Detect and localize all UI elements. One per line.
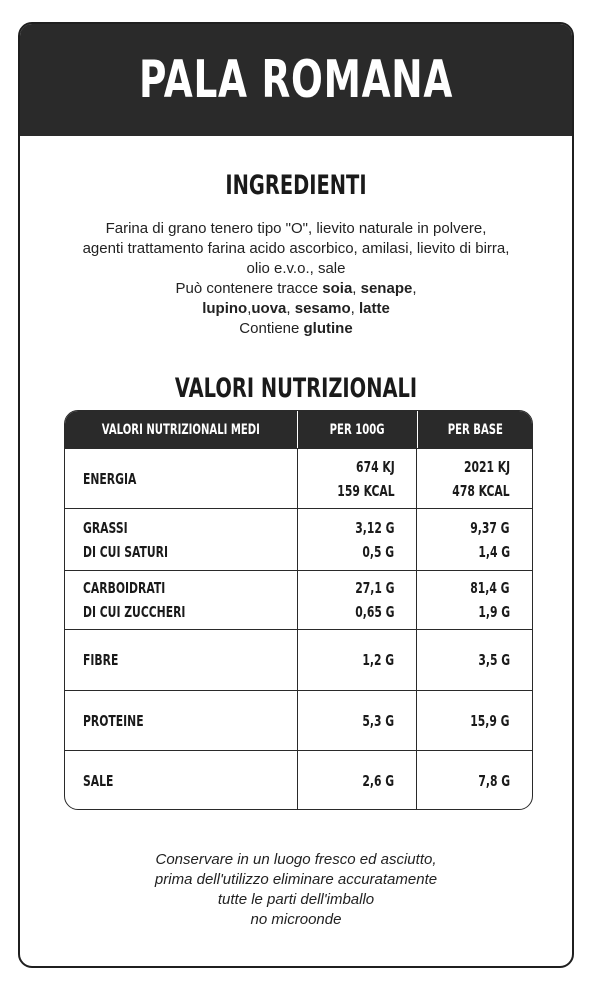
per100-cell [298, 630, 418, 690]
table-row-carboidrati [65, 570, 532, 629]
ingredients-title: INGREDIENTI [225, 170, 367, 201]
table-row-energia [65, 448, 532, 508]
product-title: PALA ROMANA [139, 50, 453, 110]
separator: , [286, 300, 295, 317]
perbase-value: 1,9 G [478, 603, 510, 621]
per100-value: 1,2 G [362, 651, 395, 669]
nutrient-label-cell [65, 509, 298, 570]
nutrient-label: GRASSI [83, 518, 128, 537]
separator: , [412, 280, 417, 297]
ingredients-text [36, 219, 556, 339]
separator: , [247, 300, 252, 317]
perbase-value: 1,4 G [478, 542, 510, 561]
separator: , [350, 300, 359, 317]
header-label: PER 100G [330, 421, 385, 438]
allergens-line [36, 299, 556, 319]
nutrient-label: CARBOIDRATI [83, 579, 166, 597]
allergen-glutine: glutine [303, 320, 353, 337]
contains-prefix: Contiene [239, 320, 304, 337]
header-bar [20, 24, 572, 136]
ingredients-line: olio e.v.o., sale [246, 260, 346, 277]
allergen-sesamo: sesamo [294, 300, 351, 317]
perbase-cell [417, 691, 532, 750]
perbase-cell [417, 509, 532, 570]
nutrient-label-cell [65, 571, 298, 629]
per100-value: 2,6 G [362, 771, 395, 790]
nutrient-label-cell [65, 691, 298, 750]
nutrient-label: PROTEINE [83, 711, 144, 730]
allergen-soia: soia [322, 280, 353, 297]
per100-value: 0,5 G [362, 542, 395, 561]
perbase-value: 7,8 G [478, 771, 510, 790]
per100-cell [298, 691, 418, 750]
contains-line [36, 319, 556, 339]
allergen-uova: uova [251, 300, 287, 317]
table-row-sale [65, 750, 532, 810]
nutrient-label: DI CUI SATURI [83, 542, 168, 561]
traces-line [36, 279, 556, 299]
allergen-latte: latte [358, 300, 390, 317]
per100-cell [298, 571, 418, 629]
per100-value: 27,1 G [355, 579, 395, 597]
perbase-value: 9,37 G [470, 518, 510, 537]
perbase-cell [417, 630, 532, 690]
ingredients-line: agenti trattamento farina acido ascorbico, amilasi, lievito di birra, [82, 240, 510, 257]
per100-value: 0,65 G [355, 603, 395, 621]
per100-cell [298, 449, 418, 508]
perbase-value: 478 KCAL [452, 481, 510, 500]
header-cell-values [65, 411, 298, 448]
header-cell-per100 [298, 411, 418, 448]
table-row-proteine [65, 690, 532, 750]
ingredients-line: Farina di grano tenero tipo "O", lievito naturale in polvere, [105, 220, 487, 237]
nutrient-label: FIBRE [83, 651, 119, 669]
nutrient-label: DI CUI ZUCCHERI [83, 603, 186, 621]
nutrient-label: ENERGIA [83, 469, 137, 488]
nutrient-label: SALE [83, 771, 114, 790]
table-row-grassi [65, 508, 532, 570]
nutrition-table [64, 410, 533, 810]
perbase-cell [417, 449, 532, 508]
perbase-cell [417, 751, 532, 810]
storage-note [20, 850, 572, 930]
perbase-value: 2021 KJ [463, 457, 510, 476]
allergen-senape: senape [360, 280, 413, 297]
per100-cell [298, 509, 418, 570]
storage-note-line: tutte le parti dell'imballo [217, 891, 375, 908]
table-row-fibre [65, 629, 532, 690]
perbase-cell [417, 571, 532, 629]
per100-value: 3,12 G [355, 518, 395, 537]
per100-value: 159 KCAL [337, 481, 395, 500]
traces-prefix: Può contenere tracce [175, 280, 323, 297]
nutrient-label-cell [65, 449, 298, 508]
perbase-value: 81,4 G [470, 579, 510, 597]
nutrition-title: VALORI NUTRIZIONALI [174, 373, 418, 404]
nutrient-label-cell [65, 751, 298, 810]
per100-value: 674 KJ [355, 457, 395, 476]
header-label: VALORI NUTRIZIONALI MEDI [101, 421, 261, 438]
perbase-value: 15,9 G [470, 711, 510, 730]
per100-cell [298, 751, 418, 810]
allergen-lupino: lupino [202, 300, 248, 317]
per100-value: 5,3 G [362, 711, 395, 730]
header-cell-perbase [418, 411, 532, 448]
table-header [65, 411, 532, 448]
nutrient-label-cell [65, 630, 298, 690]
storage-note-line: no microonde [250, 911, 342, 928]
perbase-value: 3,5 G [478, 651, 510, 669]
storage-note-line: Conservare in un luogo fresco ed asciutto, [155, 851, 437, 868]
separator: , [352, 280, 361, 297]
product-label-card [18, 22, 574, 968]
header-label: PER BASE [447, 421, 503, 438]
storage-note-line: prima dell'utilizzo eliminare accuratamente [154, 871, 438, 888]
